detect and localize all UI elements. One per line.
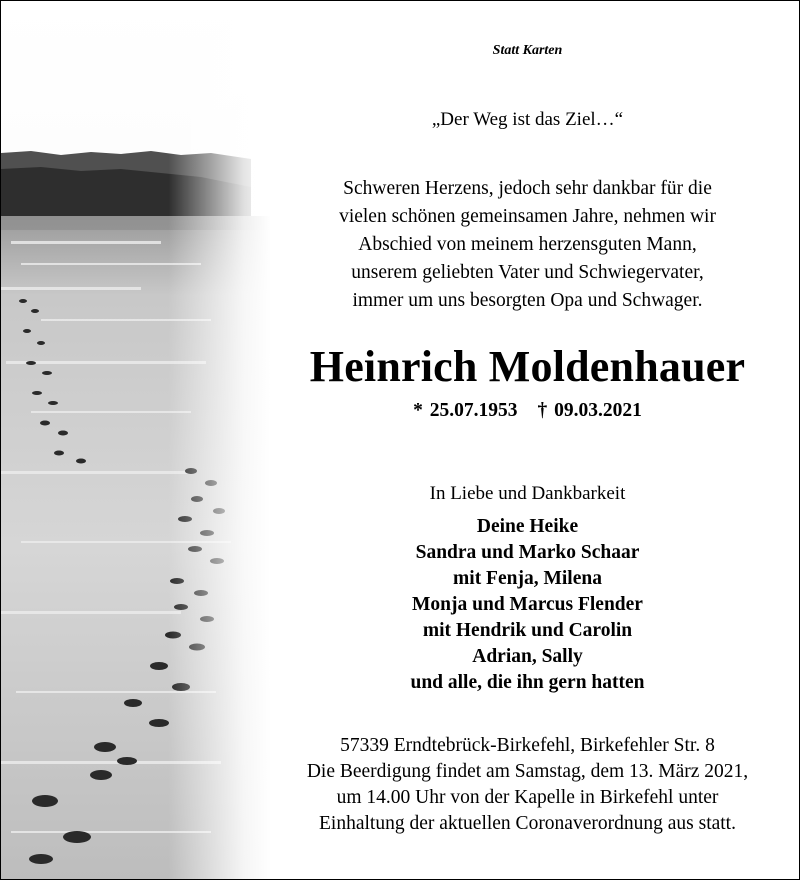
funeral-details <box>256 733 799 837</box>
footprints-beach-image <box>1 1 271 879</box>
closing-phrase: In Liebe und Dankbarkeit <box>429 483 626 504</box>
motto-quote: „Der Weg ist das Ziel…“ <box>431 109 624 130</box>
intro-line: unserem geliebten Vater und Schwiegervater, <box>351 262 704 283</box>
funeral-info-line: Die Beerdigung findet am Samstag, dem 13. März 2021, <box>306 761 749 782</box>
life-dates <box>256 400 799 422</box>
mourner-line: Deine Heike <box>476 516 579 537</box>
address-line: 57339 Erndtebrück-Birkefehl, Birkefehler Str. 8 <box>340 735 715 756</box>
death-date: † 09.03.2021 <box>537 400 642 421</box>
funeral-info-line: Einhaltung der aktuellen Coronaverordnung aus statt. <box>319 813 736 834</box>
mourner-line: Sandra und Marko Schaar <box>415 542 640 563</box>
mourner-line: Monja und Marcus Flender <box>412 594 643 615</box>
statt-karten-label: Statt Karten <box>492 43 563 58</box>
intro-line: immer um uns besorgten Opa und Schwager. <box>352 290 703 311</box>
funeral-info-line: um 14.00 Uhr von der Kapelle in Birkefehl unter <box>336 787 719 808</box>
mourner-line: und alle, die ihn gern hatten <box>410 672 645 693</box>
birth-date: * 25.07.1953 <box>413 400 518 421</box>
mourner-line: Adrian, Sally <box>472 646 583 667</box>
mourners-list <box>256 514 799 696</box>
intro-line: vielen schönen gemeinsamen Jahre, nehmen wir <box>339 206 716 227</box>
intro-line: Abschied von meinem herzensguten Mann, <box>358 234 697 255</box>
intro-text <box>256 175 799 315</box>
mourner-line: mit Fenja, Milena <box>453 568 602 589</box>
deceased-name: Heinrich Moldenhauer <box>309 342 746 391</box>
intro-line: Schweren Herzens, jedoch sehr dankbar für die <box>343 178 712 199</box>
mourner-line: mit Hendrik und Carolin <box>422 620 633 641</box>
